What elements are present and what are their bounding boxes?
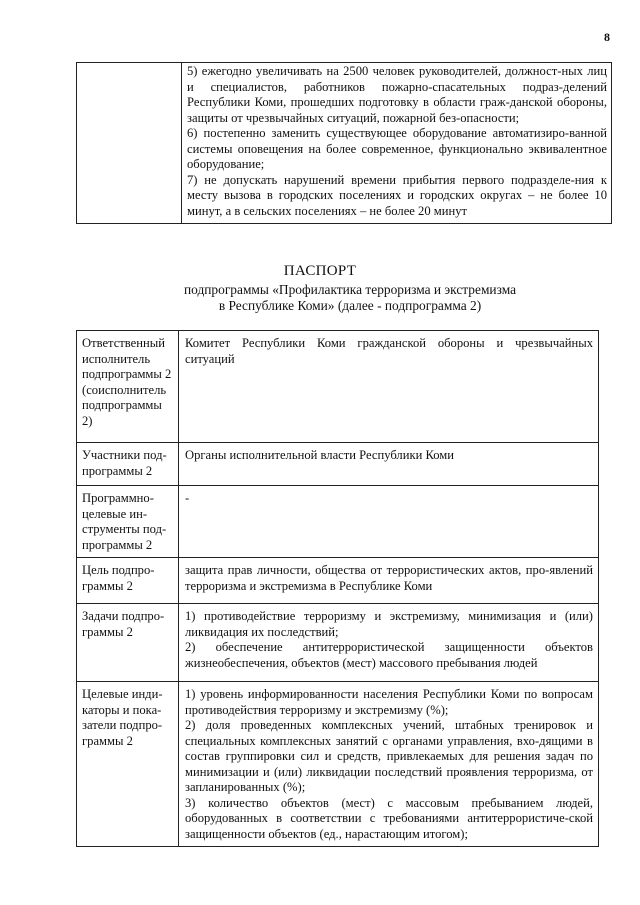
row-label: Ответственный исполнитель подпрограммы 2 (соисполнитель подпрограммы 2) [77, 331, 179, 443]
table-row [77, 604, 599, 682]
list-item: 5) ежегодно увеличивать на 2500 человек руководителей, должност-ных лиц и специалистов, работников пожарно-спасательных подраз-делений Республики Коми, прошедших подготовку в области граж-данской обороны, защиты от чрезвычайных ситуаций, пожарной без-опасности; [187, 64, 607, 125]
passport-title: ПАСПОРТ [283, 263, 357, 279]
row-value-text: 2) доля проведенных комплексных учений, штабных тренировок и специальных комплексных занятий с органами управления, вхо-дящими в состав группировки сил и средств, привлекаемых для решения задач по минимизации и (или) ликвидации последствий проявления терроризма, от запланированных (%); [185, 718, 593, 794]
row-label: Задачи подпро-граммы 2 [77, 604, 179, 682]
passport-table [76, 330, 599, 847]
row-value-text: защита прав личности, общества от террористических актов, про-явлений терроризма и экстремизма в Республике Коми [185, 563, 593, 593]
row-value [179, 331, 599, 443]
row-value-text: 3) количество объектов (мест) с массовым пребыванием людей, оборудованных в соответствии с требованиями антитеррористиче-ской защищенности объектов (ед., нарастающим итогом); [185, 795, 593, 841]
table-row [77, 558, 599, 604]
row-value-text: Органы исполнительной власти Республики Коми [185, 448, 455, 462]
row-value [179, 443, 599, 486]
page-number: 8 [604, 30, 610, 44]
row-value-text: 1) противодействие терроризму и экстремизму, минимизация и (или) ликвидация их последствий; [185, 609, 593, 639]
passport-subtitle-line: в Республике Коми» (далее - подпрограмма 2) [218, 298, 482, 313]
table-row [77, 486, 599, 558]
list-item: 7) не допускать нарушений времени прибытия первого подразделе-ния к месту вызова в городских поселениях и городских округах – не более 10 минут, а в сельских поселениях – не более 20 минут [187, 172, 607, 218]
row-value [179, 682, 599, 847]
continuation-content-cell [182, 63, 612, 224]
row-label: Участники под-программы 2 [77, 443, 179, 486]
row-label: Целевые инди-каторы и пока-затели подпро-граммы 2 [77, 682, 179, 847]
row-value-text: - [185, 491, 190, 505]
table-row [77, 682, 599, 847]
table-row [77, 443, 599, 486]
row-value-text: Комитет Республики Коми гражданской обороны и чрезвычайных ситуаций [185, 336, 593, 366]
continuation-table [76, 62, 612, 224]
table-row [77, 63, 612, 224]
row-value [179, 558, 599, 604]
passport-subtitle [120, 282, 580, 314]
row-value-text: 1) уровень информированности населения Республики Коми по вопросам противодействия терроризму и экстремизму (%); [185, 687, 593, 717]
row-value [179, 486, 599, 558]
passport-subtitle-line: подпрограммы «Профилактика терроризма и экстремизма [183, 282, 517, 297]
list-item: 6) постепенно заменить существующее оборудование автоматизиро-ванной системы оповещения на более современное, функционально эквивалентное оборудование; [187, 126, 607, 171]
table-row [77, 331, 599, 443]
row-value-text: 2) обеспечение антитеррористической защищенности объектов жизнеобеспечения, объектов (мест) массового пребывания людей [185, 640, 593, 670]
empty-label-cell [77, 63, 182, 224]
row-label: Программно-целевые ин-струменты под-программы 2 [77, 486, 179, 558]
row-label: Цель подпро-граммы 2 [77, 558, 179, 604]
row-value [179, 604, 599, 682]
